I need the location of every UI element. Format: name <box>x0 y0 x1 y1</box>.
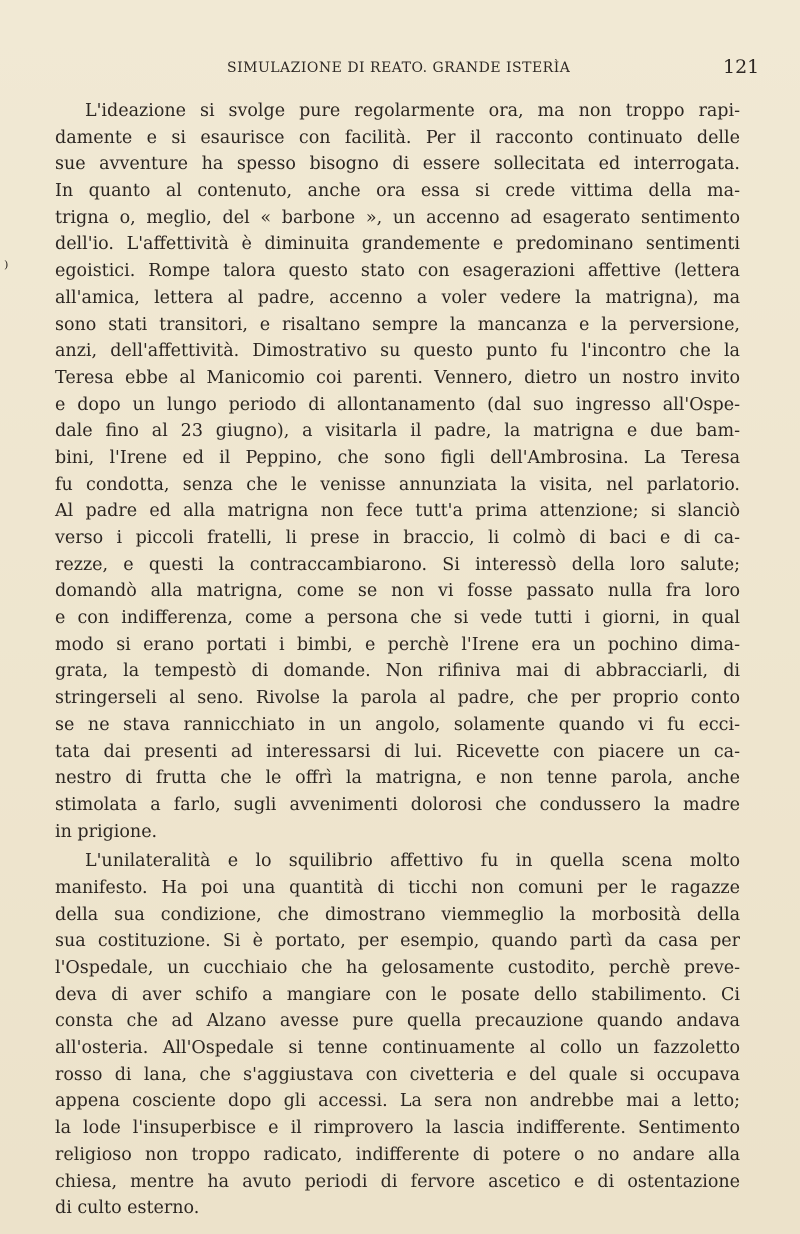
text-line: modo si erano portati i bimbi, e perchè l'Irene era un pochino dima- <box>55 634 740 655</box>
text-line: e con indifferenza, come a persona che si vede tutti i giorni, in qual <box>55 608 740 629</box>
text-line: stimolata a farlo, sugli avvenimenti dolorosi che condussero la madre <box>55 794 740 815</box>
text-line: fu condotta, senza che le venisse annunziata la visita, nel parlatorio. <box>55 474 740 495</box>
text-line: nestro di frutta che le offrì la matrigna, e non tenne parola, anche <box>55 768 740 789</box>
text-line: Al padre ed alla matrigna non fece tutt'a prima attenzione; si slanciò <box>55 501 740 522</box>
text-line: rezze, e questi la contraccambiarono. Si interessò della loro salute; <box>55 554 740 575</box>
text-line: di culto esterno. <box>55 1198 200 1219</box>
text-line: sua costituzione. Si è portato, per esempio, quando partì da casa per <box>55 931 740 952</box>
text-line: all'amica, lettera al padre, accenno a voler vedere la matrigna), ma <box>55 287 740 308</box>
text-line: damente e si esaurisce con facilità. Per il racconto continuato delle <box>55 127 740 148</box>
text-line: consta che ad Alzano avesse pure quella precauzione quando andava <box>55 1011 740 1032</box>
text-line: rosso di lana, che s'aggiustava con civetteria e del quale si occupava <box>55 1064 740 1085</box>
text-line: l'Ospedale, un cucchiaio che ha gelosamente custodito, perchè preve- <box>55 958 740 978</box>
text-line: e dopo un lungo periodo di allontanamento (dal suo ingresso all'Ospe- <box>55 394 740 415</box>
text-line: della sua condizione, che dimostrano viemmeglio la morbosità della <box>55 904 740 925</box>
text-line: religioso non troppo radicato, indifferente di potere o no andare alla <box>55 1144 740 1165</box>
text-line: dell'io. L'affettività è diminuita grandemente e predominano sentimenti <box>55 234 740 255</box>
text-line: tata dai presenti ad interessarsi di lui. Ricevette con piacere un ca- <box>55 741 740 762</box>
running-head: SIMULAZIONE DI REATO. GRANDE ISTERÌA <box>227 60 571 76</box>
text-line: trigna o, meglio, del « barbone », un accenno ad esagerato sentimento <box>55 207 740 228</box>
text-line: verso i piccoli fratelli, li prese in braccio, li colmò di baci e di ca- <box>55 528 740 548</box>
text-line: stringerseli al seno. Rivolse la parola al padre, che per proprio conto <box>55 688 740 709</box>
text-line: manifesto. Ha poi una quantità di ticchi non comuni per le ragazze <box>55 877 740 898</box>
text-line: L'unilateralità e lo squilibrio affettivo fu in quella scena molto <box>85 851 740 872</box>
text-line: dale fino al 23 giugno), a visitarla il padre, la matrigna e due bam- <box>55 421 740 442</box>
text-line: L'ideazione si svolge pure regolarmente ora, ma non troppo rapi- <box>85 101 740 121</box>
text-line: Teresa ebbe al Manicomio coi parenti. Vennero, dietro un nostro invito <box>55 367 740 388</box>
text-line: la lode l'insuperbisce e il rimprovero la lascia indifferente. Sentimento <box>55 1118 740 1139</box>
text-line: appena cosciente dopo gli accessi. La sera non andrebbe mai a letto; <box>55 1091 740 1112</box>
text-line: anzi, dell'affettività. Dimostrativo su questo punto fu l'incontro che la <box>55 341 740 362</box>
text-line: all'osteria. All'Ospedale si tenne continuamente al collo un fazzoletto <box>55 1038 740 1059</box>
body-text <box>55 98 740 1222</box>
text-line: bini, l'Irene ed il Peppino, che sono figli dell'Ambrosina. La Teresa <box>55 447 740 468</box>
text-line: sue avventure ha spesso bisogno di essere sollecitata ed interrogata. <box>55 154 740 175</box>
margin-mark: ⁾ <box>4 258 9 279</box>
text-line: In quanto al contenuto, anche ora essa si crede vittima della ma- <box>55 181 740 202</box>
text-line: domandò alla matrigna, come se non vi fosse passato nulla fra loro <box>55 581 740 602</box>
text-line: grata, la tempestò di domande. Non rifiniva mai di abbracciarli, di <box>55 661 740 682</box>
text-line: deva di aver schifo a mangiare con le posate dello stabilimento. Ci <box>55 984 740 1005</box>
page-number: 121 <box>723 56 760 78</box>
text-line: in prigione. <box>55 821 158 842</box>
text-line: sono stati transitori, e risaltano sempre la mancanza e la perversione, <box>55 314 740 335</box>
text-line: chiesa, mentre ha avuto periodi di fervore ascetico e di ostentazione <box>55 1171 740 1192</box>
text-line: se ne stava rannicchiato in un angolo, solamente quando vi fu ecci- <box>55 714 740 735</box>
text-line: egoistici. Rompe talora questo stato con esagerazioni affettive (lettera <box>55 261 740 282</box>
